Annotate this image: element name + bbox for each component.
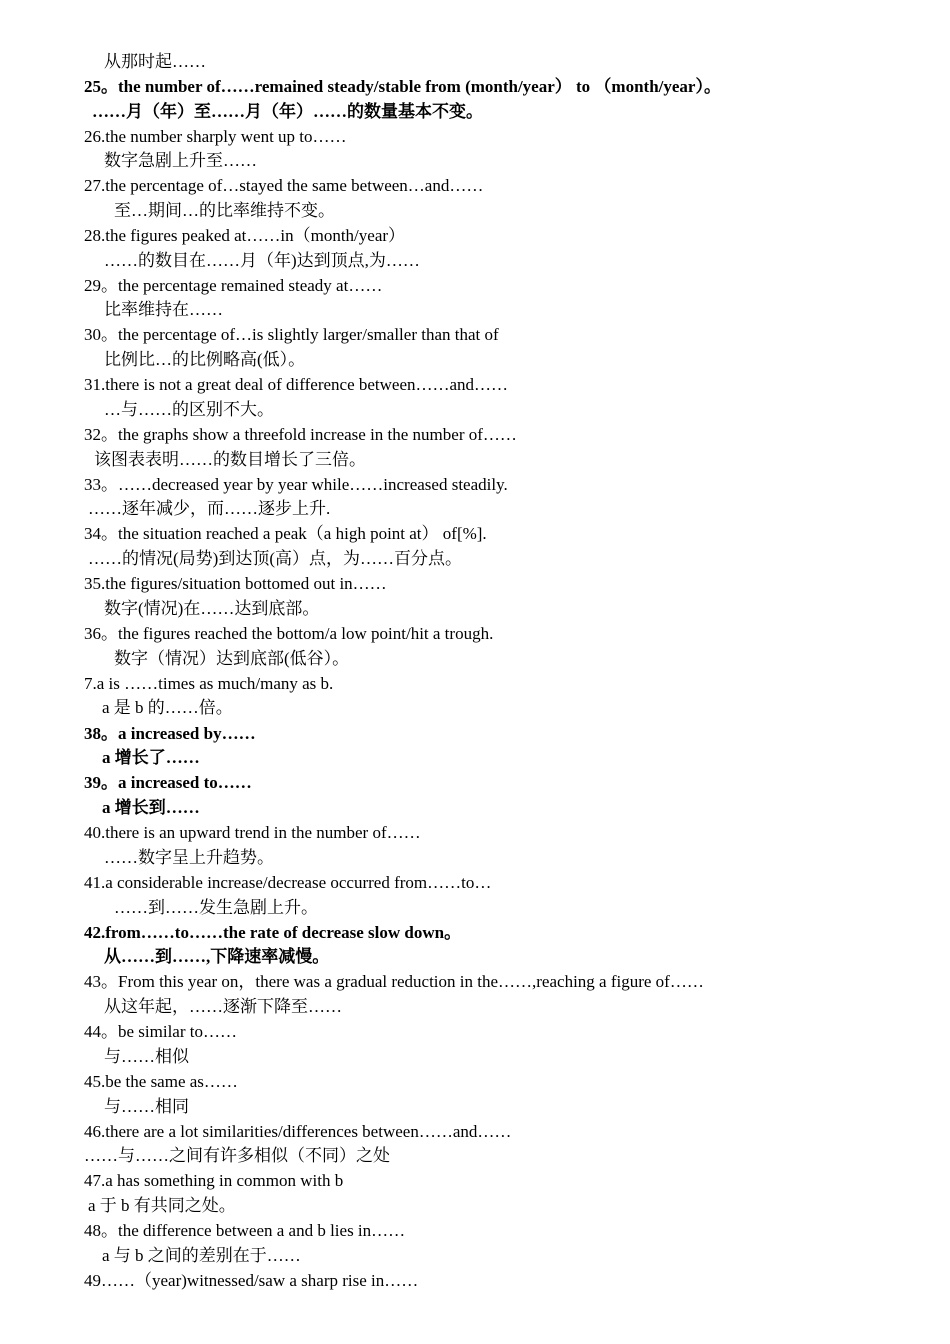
text-line: 与……相似 — [104, 1047, 189, 1066]
text-line: 34。the situation reached a peak（a high point at） of[%]. — [84, 524, 487, 543]
text-line: 48。the difference between a and b lies in…… — [84, 1221, 406, 1240]
text-line: ……的情况(局势)到达顶(高）点，为……百分点。 — [88, 549, 462, 568]
text-line: 30。the percentage of…is slightly larger/smaller than that of — [84, 325, 499, 344]
text-line: 39。a increased to…… — [84, 773, 252, 792]
text-line: 41.a considerable increase/decrease occurred from……to… — [84, 873, 492, 892]
text-line: 与……相同 — [104, 1097, 189, 1116]
text-line: 49……（year)witnessed/saw a sharp rise in…… — [84, 1271, 419, 1290]
text-line: 从……到……,下降速率减慢。 — [104, 947, 330, 966]
text-line: 32。the graphs show a threefold increase in the number of…… — [84, 425, 517, 444]
text-line: ……与……之间有许多相似（不同）之处 — [84, 1146, 390, 1165]
text-line: a 增长了…… — [102, 748, 200, 767]
text-line: 43。From this year on，there was a gradual reduction in the……,reaching a figure of…… — [84, 972, 704, 991]
text-line: 47.a has something in common with b — [84, 1171, 344, 1190]
text-line: ……到……发生急剧上升。 — [114, 898, 318, 917]
text-line: 数字(情况)在……达到底部。 — [104, 599, 320, 618]
text-line: 36。the figures reached the bottom/a low point/hit a trough. — [84, 624, 494, 643]
text-line: ……逐年减少，而……逐步上升. — [88, 499, 331, 518]
text-line: 比例比…的比例略高(低）。 — [104, 350, 306, 369]
text-line: 该图表表明……的数目增长了三倍。 — [94, 450, 366, 469]
text-line: 25。the number of……remained steady/stable from (month/year） to （month/year）。 — [84, 77, 721, 96]
text-line: ……的数目在……月（年)达到顶点,为…… — [104, 251, 420, 270]
text-line: 从这年起，……逐渐下降至…… — [104, 997, 342, 1016]
text-line: 26.the number sharply went up to…… — [84, 127, 347, 146]
text-line: 35.the figures/situation bottomed out in…… — [84, 574, 387, 593]
text-line: a 增长到…… — [102, 798, 200, 817]
text-line: 31.there is not a great deal of difference between……and…… — [84, 375, 509, 394]
text-line: 数字急剧上升至…… — [104, 151, 257, 170]
text-line: a 于 b 有共同之处。 — [88, 1196, 236, 1215]
text-line: 42.from……to……the rate of decrease slow down。 — [84, 923, 462, 942]
text-line: 40.there is an upward trend in the number of…… — [84, 823, 421, 842]
text-line: 45.be the same as…… — [84, 1072, 238, 1091]
text-line: a 与 b 之间的差别在于…… — [102, 1246, 301, 1265]
text-line: 从那时起…… — [104, 52, 206, 71]
text-line: ……月（年）至……月（年）……的数量基本不变。 — [92, 102, 483, 121]
text-line: 比率维持在…… — [104, 300, 223, 319]
text-line: 27.the percentage of…stayed the same between…and…… — [84, 176, 484, 195]
text-line: 数字（情况）达到底部(低谷）。 — [114, 649, 350, 668]
text-line: 38。a increased by…… — [84, 724, 256, 743]
text-line: 至…期间…的比率维持不变。 — [114, 201, 335, 220]
text-line: 28.the figures peaked at……in（month/year） — [84, 226, 406, 245]
text-line: 7.a is ……times as much/many as b. — [84, 674, 334, 693]
text-line: 46.there are a lot similarities/differences between……and…… — [84, 1122, 512, 1141]
text-line: ……数字呈上升趋势。 — [104, 848, 274, 867]
text-line: a 是 b 的……倍。 — [102, 698, 233, 717]
text-line: 44。be similar to…… — [84, 1022, 237, 1041]
text-line: 29。the percentage remained steady at…… — [84, 276, 383, 295]
text-line: 33。……decreased year by year while……increased steadily. — [84, 475, 508, 494]
text-line: …与……的区别不大。 — [104, 400, 274, 419]
